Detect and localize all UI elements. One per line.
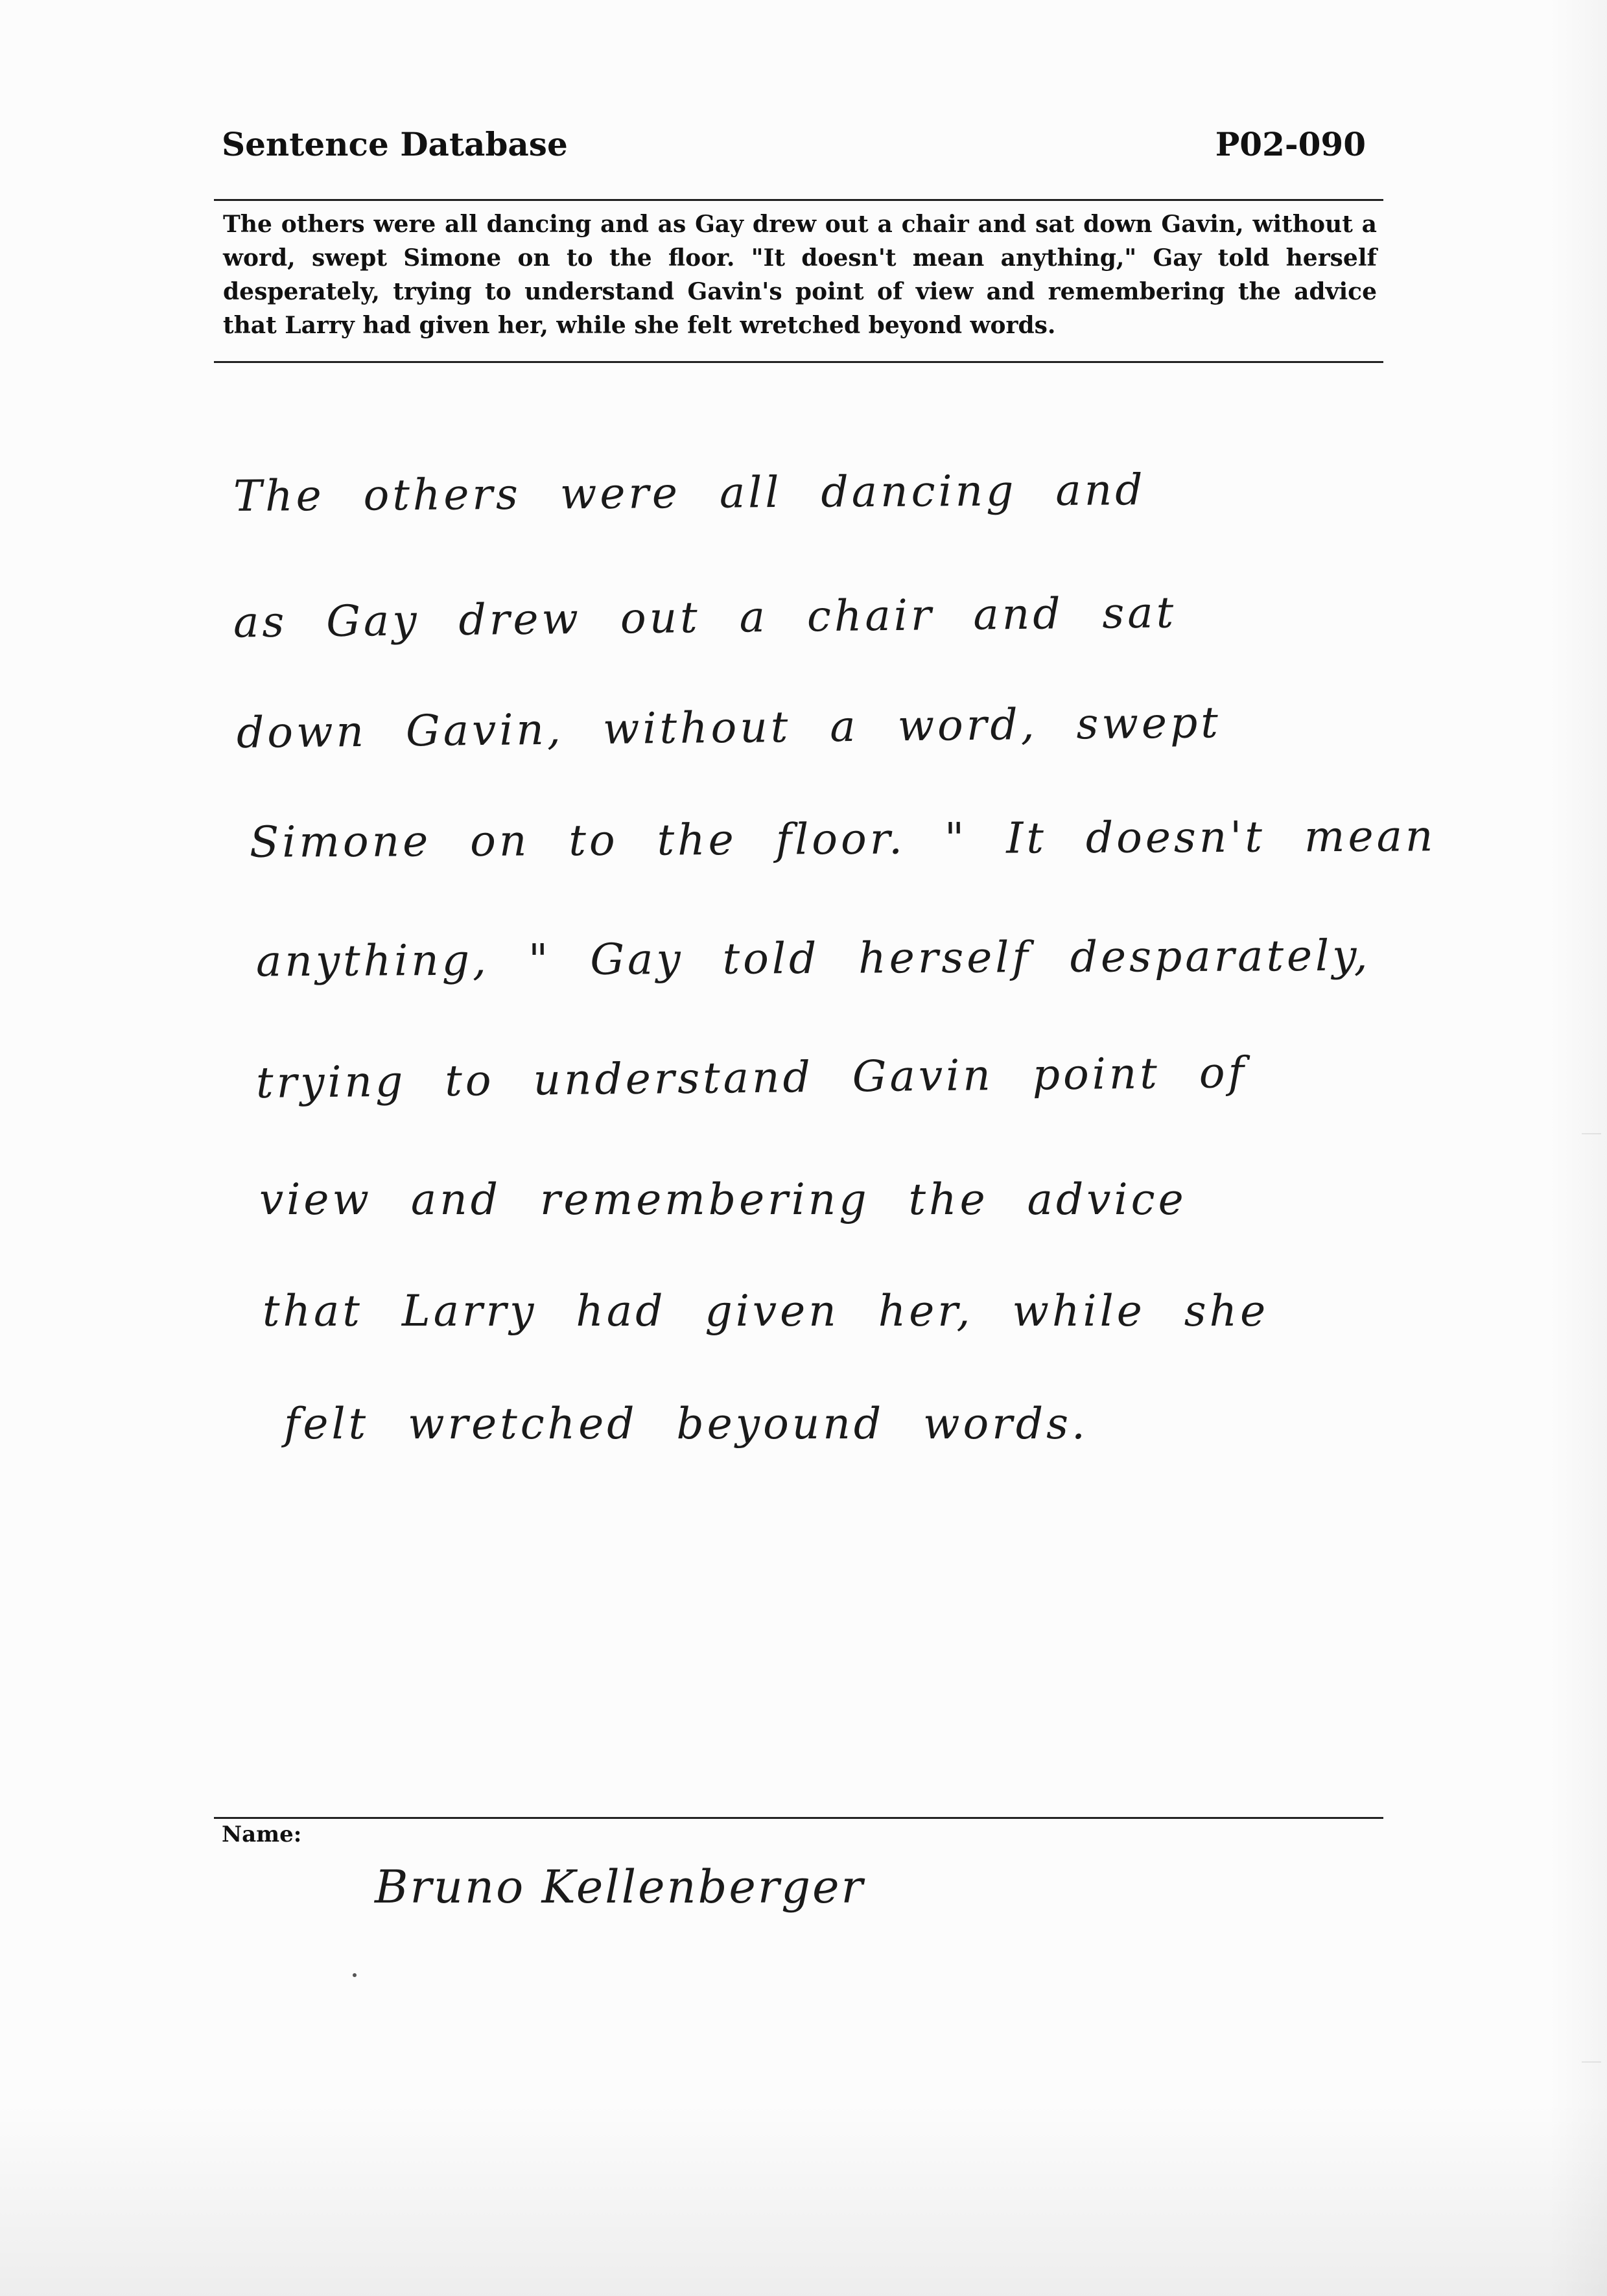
- handwriting-line-1: The others were all dancing and: [233, 465, 1146, 521]
- scan-bottom-shadow: [0, 2102, 1607, 2296]
- prompt-text: The others were all dancing and as Gay drew out a chair and sat down Gavin, without a word, swept Simone on to the floor. "It doesn't mean anything," Gay told herself desperately, trying to understand Gavin's point of view and remembering the advice that Larry had given her, while she felt wretched beyond words.: [223, 211, 1377, 339]
- handwriting-line-9: felt wretched beyound words.: [284, 1399, 1088, 1449]
- handwriting-line-2: as Gay drew out a chair and sat: [233, 587, 1177, 648]
- prompt-rule: [214, 361, 1383, 363]
- name-rule: [214, 1817, 1383, 1819]
- form-title: Sentence Database: [222, 125, 568, 163]
- scan-edge-mark: [1582, 1133, 1601, 1134]
- handwriting-line-3: down Gavin, without a word, swept: [236, 697, 1222, 758]
- scan-edge-mark: [1582, 2061, 1601, 2063]
- handwriting-line-6: trying to understand Gavin point of: [255, 1047, 1248, 1108]
- name-label: Name:: [222, 1822, 302, 1847]
- header-rule: [214, 199, 1383, 201]
- handwriting-line-5: anything, " Gay told herself desparately,: [255, 930, 1371, 987]
- form-id: P02-090: [1215, 125, 1366, 163]
- scan-edge-shadow: [1549, 0, 1607, 2296]
- signature: Bruno Kellenberger: [375, 1860, 865, 1914]
- handwriting-line-7: view and remembering the advice: [259, 1175, 1187, 1224]
- scan-speck: [353, 1973, 357, 1977]
- handwriting-line-4: Simone on to the floor. " It doesn't mean: [249, 811, 1437, 867]
- handwriting-line-8: that Larry had given her, while she: [263, 1286, 1269, 1336]
